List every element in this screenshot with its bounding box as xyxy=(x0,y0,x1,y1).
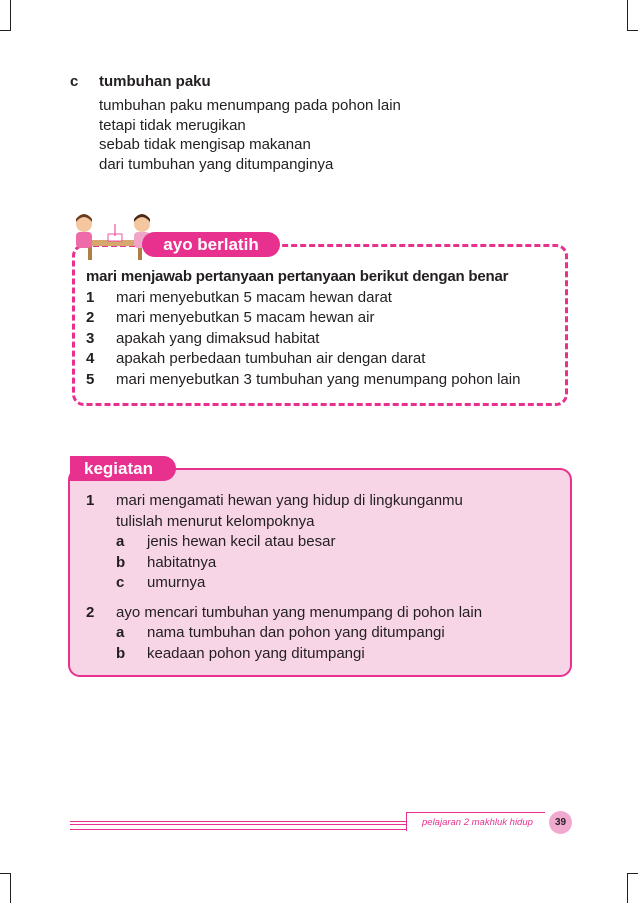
activity-text: mari mengamati hewan yang hidup di lingkunganmu xyxy=(116,492,463,509)
question-text: mari menyebutkan 3 tumbuhan yang menumpang pohon lain xyxy=(116,370,521,388)
question-item xyxy=(86,349,520,370)
activity-number: 1 xyxy=(86,492,95,509)
activity-subitem xyxy=(116,623,482,644)
activity-item xyxy=(86,491,482,594)
ayo-berlatih-content xyxy=(86,267,520,390)
question-item xyxy=(86,288,520,309)
activity-text: ayo mencari tumbuhan yang menumpang di pohon lain xyxy=(116,603,483,621)
body-line: dari tumbuhan yang ditumpanginya xyxy=(99,155,334,173)
subitem-letter: b xyxy=(116,553,126,571)
section-letter: c xyxy=(70,73,79,90)
section-body xyxy=(99,96,499,174)
subitem-letter: a xyxy=(116,533,125,550)
body-line: sebab tidak mengisap makanan xyxy=(99,136,311,153)
activity-subitem xyxy=(116,644,482,665)
footer-chapter-label: pelajaran 2 makhluk hidup xyxy=(422,817,533,828)
question-number: 4 xyxy=(86,350,95,367)
subitem-text: nama tumbuhan dan pohon yang ditumpangi xyxy=(147,624,445,641)
kegiatan-content xyxy=(86,491,482,664)
subitem-text: habitatnya xyxy=(147,553,217,571)
subitem-letter: c xyxy=(116,574,125,591)
footer-rule xyxy=(70,821,406,830)
section-title: tumbuhan paku xyxy=(99,73,211,90)
question-text: mari menyebutkan 5 macam hewan air xyxy=(116,309,375,326)
question-item xyxy=(86,329,520,350)
question-text: apakah yang dimaksud habitat xyxy=(116,329,320,347)
question-number: 3 xyxy=(86,329,95,347)
exercise-instruction: mari menjawab pertanyaan pertanyaan berikut dengan benar xyxy=(86,268,509,285)
question-text: mari menyebutkan 5 macam hewan darat xyxy=(116,288,392,306)
subitem-text: keadaan pohon yang ditumpangi xyxy=(147,644,365,662)
question-text: apakah perbedaan tumbuhan air dengan darat xyxy=(116,350,426,367)
activity-subitem xyxy=(116,573,482,594)
subitem-text: jenis hewan kecil atau besar xyxy=(147,533,336,550)
question-item xyxy=(86,308,520,329)
ayo-berlatih-tab: ayo berlatih xyxy=(142,232,280,257)
subitem-letter: b xyxy=(116,644,126,662)
activity-number: 2 xyxy=(86,603,95,621)
activity-text: tulislah menurut kelompoknya xyxy=(116,512,315,530)
question-number: 5 xyxy=(86,370,95,388)
activity-subitem xyxy=(116,532,482,553)
kegiatan-tab: kegiatan xyxy=(70,456,176,481)
subitem-text: umurnya xyxy=(147,574,206,591)
question-number: 1 xyxy=(86,288,95,306)
body-line: tumbuhan paku menumpang pada pohon lain xyxy=(99,97,401,114)
activity-item xyxy=(86,603,482,665)
page-number-badge: 39 xyxy=(549,811,572,834)
question-number: 2 xyxy=(86,309,95,326)
activity-subitem xyxy=(116,553,482,574)
body-line: tetapi tidak merugikan xyxy=(99,116,246,134)
subitem-letter: a xyxy=(116,624,125,641)
question-item xyxy=(86,370,520,391)
